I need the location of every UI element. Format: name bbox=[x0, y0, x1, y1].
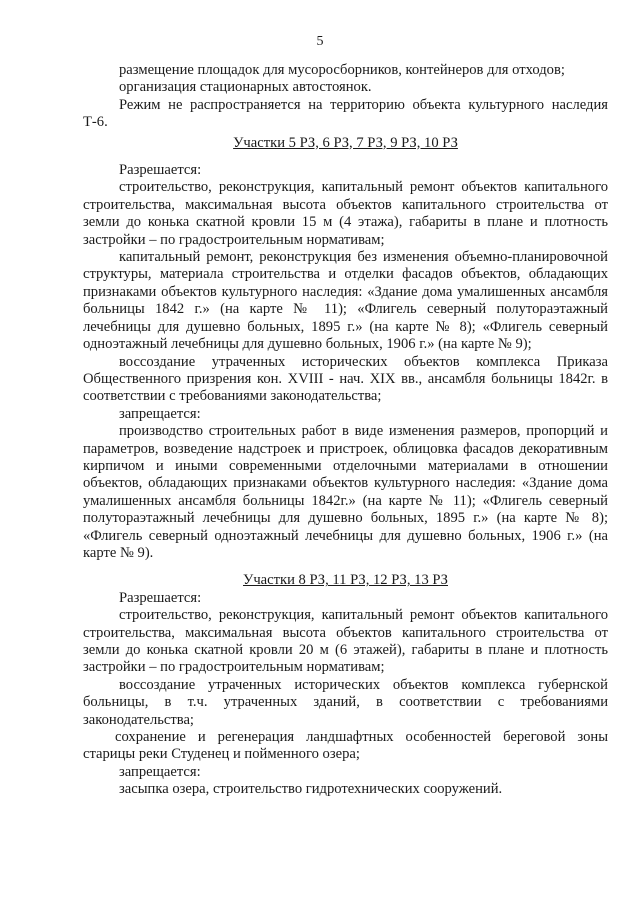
paragraph: засыпка озера, строительство гидротехнических сооружений. bbox=[119, 781, 503, 798]
paragraph: Режим не распространяется на территорию объекта культурного наследия Т-6. bbox=[83, 96, 608, 131]
paragraph: размещение площадок для мусоросборников, контейнеров для отходов; bbox=[119, 62, 565, 78]
paragraph: запрещается: bbox=[119, 763, 201, 780]
paragraph: запрещается: bbox=[119, 405, 201, 422]
paragraph: воссоздание утраченных исторических объектов комплекса Приказа Общественного призрения кон. XVIII - нач. XIX вв., ансамбля больницы 1842г. в соответствии с требованиями законодательства; bbox=[83, 353, 608, 405]
paragraph: Разрешается: bbox=[119, 589, 202, 606]
section-heading: Участки 5 РЗ, 6 РЗ, 7 РЗ, 9 РЗ, 10 РЗ bbox=[233, 134, 458, 151]
document-body bbox=[83, 62, 608, 799]
paragraph: Разрешается: bbox=[119, 162, 202, 179]
section-heading: Участки 8 РЗ, 11 РЗ, 12 РЗ, 13 РЗ bbox=[243, 572, 448, 589]
paragraph: капитальный ремонт, реконструкция без изменения объемно-планировочной структуры, материала строительства и отделки фасадов объектов, обладающих признаками объектов культурного наследия: «Здание дома умалишенных ансамбля больницы 1842 г.» (на карте № 11); «Флигель северный полуторaэтажный лечебницы для душевно больных, 1895 г.» (на карте № 8); «Флигель северный одноэтажный лечебницы для душевно больных, 1906 г.» (на карте № 9); bbox=[83, 249, 608, 353]
page-number: 5 bbox=[316, 34, 324, 49]
paragraph: производство строительных работ в виде изменения размеров, пропорций и параметров, возведение надстроек и пристроек, облицовка фасадов декоративным кирпичом и иными современными отделочными материалами в отношении объектов, обладающих признаками объектов культурного наследия: «Здание дома умалишенных ансамбля больницы 1842г.» (на карте № 11); «Флигель северный полуторaэтажный лечебницы для душевно больных, 1895 г.» (на карте № 8); «Флигель северный одноэтажный лечебницы для душевно больных, 1906 г.» (на карте № 9). bbox=[83, 423, 608, 561]
paragraph: организация стационарных автостоянок. bbox=[119, 79, 372, 96]
paragraph: сохранение и регенерация ландшафтных особенностей береговой зоны старицы реки Студенец и пойменного озера; bbox=[83, 729, 608, 763]
paragraph: воссоздание утраченных исторических объектов комплекса губернской больницы, в т.ч. утраченных зданий, в соответствии с требованиями законодательства; bbox=[83, 676, 608, 728]
paragraph: строительство, реконструкция, капитальный ремонт объектов капитального строительства, максимальная высота объектов капитального строительства от земли до конька скатной кровли 15 м (4 этажа), габариты в плане и плотность застройки – по градостроительным нормативам; bbox=[83, 179, 608, 248]
paragraph: строительство, реконструкция, капитальный ремонт объектов капитального строительства, максимальная высота объектов капитального строительства от земли до конька скатной кровли 20 м (6 этажей), габариты в плане и плотность застройки – по градостроительным нормативам; bbox=[83, 607, 608, 676]
